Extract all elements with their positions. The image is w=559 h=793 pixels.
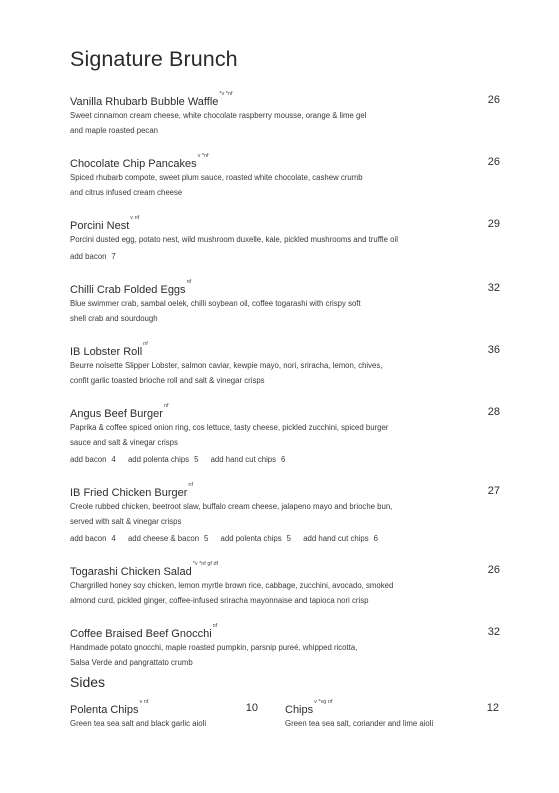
item-price: 28 [487,406,500,418]
addon: add hand cut chips 6 [210,455,286,464]
side-item [285,700,501,731]
item-name: Angus Beef Burger [70,408,163,420]
page-title: Signature Brunch [70,47,238,71]
item-dietary-tags: nf [186,279,192,285]
item-dietary-tags: v *nf [197,153,209,159]
item-description: Sweet cinnamon cream cheese, white chocolate raspberry mousse, orange & lime gel and maple roasted pecan [70,111,367,135]
side-item [70,700,260,731]
side-price: 12 [486,702,499,714]
item-addons [70,531,502,546]
addon: add bacon 4 [70,534,116,543]
addon: add polenta chips 5 [127,455,199,464]
item-dietary-tags: v nf [130,215,140,221]
menu-item [70,404,502,467]
item-dietary-tags: nf [212,623,218,629]
side-description: Green tea sea salt, coriander and lime aioli [285,719,434,728]
item-name: Coffee Braised Beef Gnocchi [70,628,212,640]
item-description: Paprika & coffee spiced onion ring, cos lettuce, tasty cheese, pickled zucchini, spiced burger sauce and salt & vinegar crisps [70,423,389,447]
addon: add bacon 7 [70,252,116,261]
item-price: 29 [487,218,500,230]
menu-item [70,216,502,264]
item-dietary-tags: *v *nf [219,91,233,97]
item-name: Togarashi Chicken Salad [70,566,192,578]
menu-item [70,154,502,200]
item-description: Blue swimmer crab, sambal oelek, chilli soybean oil, coffee togarashi with crispy soft shell crab and sourdough [70,299,361,323]
menu-item [70,562,502,608]
side-name: Polenta Chips [70,704,139,716]
item-name: IB Fried Chicken Burger [70,487,188,499]
item-price: 32 [487,626,500,638]
side-description: Green tea sea salt and black garlic aioli [70,719,207,728]
item-description: Handmade potato gnocchi, maple roasted pumpkin, parsnip pureé, whipped ricotta, Salsa Verde and pangrattato crumb [70,643,358,667]
menu-item [70,280,502,326]
item-dietary-tags: nf [163,403,169,409]
item-dietary-tags: nf [143,341,148,347]
item-price: 32 [487,282,500,294]
item-name: Porcini Nest [70,220,130,232]
side-name: Chips [285,704,314,716]
item-description: Creole rubbed chicken, beetroot slaw, buffalo cream cheese, jalapeno mayo and brioche bun, served with salt & vinegar crisps [70,502,393,526]
item-name: Chocolate Chip Pancakes [70,158,197,170]
addon: add hand cut chips 6 [303,534,378,543]
item-description: Spiced rhubarb compote, sweet plum sauce, roasted white chocolate, cashew crumb and citrus infused cream cheese [70,173,363,197]
item-name: IB Lobster Roll [70,346,143,358]
item-description: Beurre noisette Slipper Lobster, salmon caviar, kewpie mayo, nori, sriracha, lemon, chives, confit garlic toasted brioche roll and salt & vinegar crisps [70,361,383,385]
item-price: 26 [487,94,500,106]
menu-item [70,342,502,388]
side-dietary-tags: v *vg nf [314,699,333,705]
item-name: Vanilla Rhubarb Bubble Waffle [70,96,219,108]
item-description: Chargrilled honey soy chicken, lemon myrtle brown rice, cabbage, zucchini, avocado, smoked almond curd, pickled ginger, coffee-infused sriracha mayonnaise and tapioca nori crisp [70,581,394,605]
addon: add polenta chips 5 [220,534,292,543]
item-dietary-tags: nf [188,482,193,488]
sides-heading: Sides [70,674,106,690]
item-price: 26 [487,156,500,168]
menu-item [70,624,502,670]
menu-items [70,92,502,686]
item-price: 26 [487,564,500,576]
item-addons [70,249,502,264]
side-dietary-tags: v nf [139,699,149,705]
item-price: 36 [487,344,500,356]
item-description: Porcini dusted egg, potato nest, wild mushroom duxelle, kale, pickled mushrooms and truffle oil [70,235,398,244]
item-name: Chilli Crab Folded Eggs [70,284,186,296]
menu-item [70,483,502,546]
item-dietary-tags: *v *nf gf df [192,561,219,567]
item-addons [70,452,502,467]
menu-item [70,92,502,138]
item-price: 27 [487,485,500,497]
addon: add bacon 4 [70,455,116,464]
addon: add cheese & bacon 5 [127,534,209,543]
side-price: 10 [245,702,258,714]
